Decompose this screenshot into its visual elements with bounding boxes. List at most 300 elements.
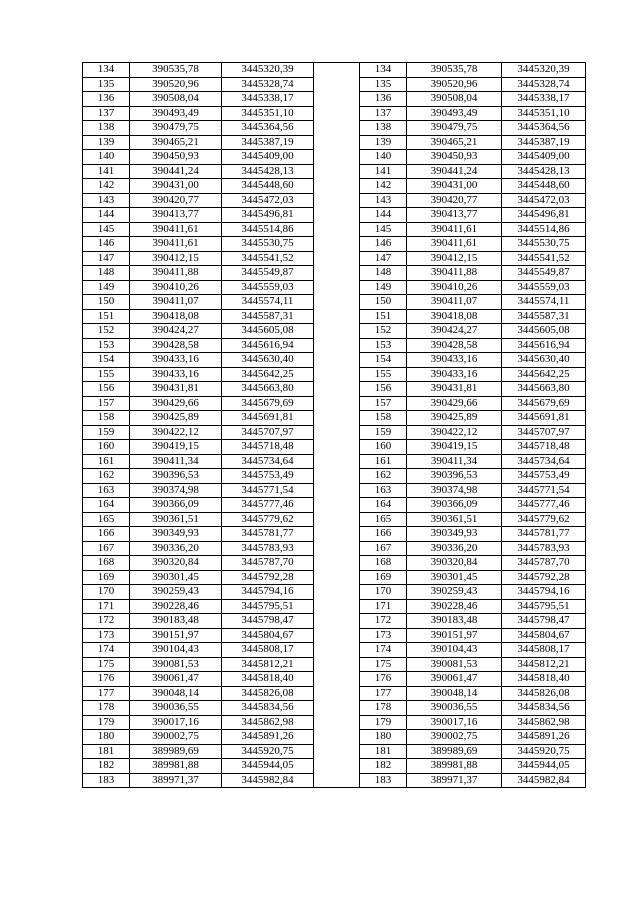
left-point-number-cell: 165: [83, 512, 130, 527]
table-row: [83, 63, 586, 78]
right-x-coordinate-cell: 390411,88: [407, 266, 502, 281]
left-y-coordinate-cell: 3445409,00: [222, 150, 314, 165]
column-gap: [314, 179, 360, 194]
right-point-number-cell: 168: [360, 556, 407, 571]
column-gap: [314, 599, 360, 614]
right-point-number-cell: 153: [360, 338, 407, 353]
left-y-coordinate-cell: 3445338,17: [222, 92, 314, 107]
left-point-number-cell: 175: [83, 657, 130, 672]
column-gap: [314, 150, 360, 165]
right-x-coordinate-cell: 390429,66: [407, 396, 502, 411]
left-point-number-cell: 149: [83, 280, 130, 295]
right-x-coordinate-cell: 390301,45: [407, 570, 502, 585]
table-row: [83, 92, 586, 107]
right-y-coordinate-cell: 3445794,16: [502, 585, 586, 600]
right-point-number-cell: 141: [360, 164, 407, 179]
right-y-coordinate-cell: 3445616,94: [502, 338, 586, 353]
table-row: [83, 527, 586, 542]
column-gap: [314, 556, 360, 571]
left-y-coordinate-cell: 3445351,10: [222, 106, 314, 121]
right-x-coordinate-cell: 390411,61: [407, 222, 502, 237]
left-point-number-cell: 170: [83, 585, 130, 600]
right-x-coordinate-cell: 390422,12: [407, 425, 502, 440]
column-gap: [314, 759, 360, 774]
left-x-coordinate-cell: 390151,97: [130, 628, 222, 643]
table-row: [83, 77, 586, 92]
column-gap: [314, 92, 360, 107]
right-point-number-cell: 166: [360, 527, 407, 542]
right-point-number-cell: 154: [360, 353, 407, 368]
left-point-number-cell: 166: [83, 527, 130, 542]
table-row: [83, 773, 586, 788]
right-point-number-cell: 152: [360, 324, 407, 339]
left-point-number-cell: 172: [83, 614, 130, 629]
right-point-number-cell: 169: [360, 570, 407, 585]
right-x-coordinate-cell: 390431,81: [407, 382, 502, 397]
right-y-coordinate-cell: 3445795,51: [502, 599, 586, 614]
left-point-number-cell: 179: [83, 715, 130, 730]
right-point-number-cell: 149: [360, 280, 407, 295]
left-point-number-cell: 182: [83, 759, 130, 774]
right-x-coordinate-cell: 390520,96: [407, 77, 502, 92]
right-y-coordinate-cell: 3445804,67: [502, 628, 586, 643]
left-y-coordinate-cell: 3445804,67: [222, 628, 314, 643]
left-point-number-cell: 162: [83, 469, 130, 484]
column-gap: [314, 730, 360, 745]
left-x-coordinate-cell: 390017,16: [130, 715, 222, 730]
left-point-number-cell: 163: [83, 483, 130, 498]
right-x-coordinate-cell: 390441,24: [407, 164, 502, 179]
left-x-coordinate-cell: 390301,45: [130, 570, 222, 585]
left-y-coordinate-cell: 3445691,81: [222, 411, 314, 426]
table-row: [83, 324, 586, 339]
table-row: [83, 585, 586, 600]
column-gap: [314, 425, 360, 440]
right-x-coordinate-cell: 390396,53: [407, 469, 502, 484]
left-x-coordinate-cell: 390431,00: [130, 179, 222, 194]
table-row: [83, 121, 586, 136]
left-x-coordinate-cell: 389989,69: [130, 744, 222, 759]
right-point-number-cell: 145: [360, 222, 407, 237]
left-y-coordinate-cell: 3445320,39: [222, 63, 314, 78]
right-point-number-cell: 142: [360, 179, 407, 194]
left-x-coordinate-cell: 390411,34: [130, 454, 222, 469]
right-x-coordinate-cell: 390433,16: [407, 367, 502, 382]
left-point-number-cell: 140: [83, 150, 130, 165]
left-x-coordinate-cell: 390493,49: [130, 106, 222, 121]
right-y-coordinate-cell: 3445679,69: [502, 396, 586, 411]
right-point-number-cell: 178: [360, 701, 407, 716]
table-row: [83, 541, 586, 556]
left-point-number-cell: 154: [83, 353, 130, 368]
right-y-coordinate-cell: 3445351,10: [502, 106, 586, 121]
left-y-coordinate-cell: 3445530,75: [222, 237, 314, 252]
left-y-coordinate-cell: 3445472,03: [222, 193, 314, 208]
right-x-coordinate-cell: 390493,49: [407, 106, 502, 121]
right-y-coordinate-cell: 3445587,31: [502, 309, 586, 324]
right-point-number-cell: 136: [360, 92, 407, 107]
right-y-coordinate-cell: 3445530,75: [502, 237, 586, 252]
left-y-coordinate-cell: 3445514,86: [222, 222, 314, 237]
column-gap: [314, 657, 360, 672]
table-row: [83, 730, 586, 745]
left-y-coordinate-cell: 3445605,08: [222, 324, 314, 339]
column-gap: [314, 353, 360, 368]
left-point-number-cell: 138: [83, 121, 130, 136]
column-gap: [314, 164, 360, 179]
right-point-number-cell: 177: [360, 686, 407, 701]
right-x-coordinate-cell: 390228,46: [407, 599, 502, 614]
right-y-coordinate-cell: 3445642,25: [502, 367, 586, 382]
right-point-number-cell: 140: [360, 150, 407, 165]
left-point-number-cell: 177: [83, 686, 130, 701]
right-y-coordinate-cell: 3445781,77: [502, 527, 586, 542]
right-x-coordinate-cell: 390419,15: [407, 440, 502, 455]
table-row: [83, 469, 586, 484]
right-y-coordinate-cell: 3445818,40: [502, 672, 586, 687]
right-y-coordinate-cell: 3445862,98: [502, 715, 586, 730]
right-x-coordinate-cell: 390361,51: [407, 512, 502, 527]
left-x-coordinate-cell: 390413,77: [130, 208, 222, 223]
table-row: [83, 222, 586, 237]
right-x-coordinate-cell: 390259,43: [407, 585, 502, 600]
left-y-coordinate-cell: 3445812,21: [222, 657, 314, 672]
left-y-coordinate-cell: 3445541,52: [222, 251, 314, 266]
column-gap: [314, 193, 360, 208]
left-point-number-cell: 180: [83, 730, 130, 745]
left-x-coordinate-cell: 390479,75: [130, 121, 222, 136]
right-x-coordinate-cell: 390002,75: [407, 730, 502, 745]
table-row: [83, 556, 586, 571]
right-point-number-cell: 134: [360, 63, 407, 78]
column-gap: [314, 338, 360, 353]
table-row: [83, 744, 586, 759]
left-point-number-cell: 150: [83, 295, 130, 310]
left-point-number-cell: 183: [83, 773, 130, 788]
left-point-number-cell: 181: [83, 744, 130, 759]
right-y-coordinate-cell: 3445472,03: [502, 193, 586, 208]
table-row: [83, 338, 586, 353]
right-y-coordinate-cell: 3445808,17: [502, 643, 586, 658]
right-y-coordinate-cell: 3445559,03: [502, 280, 586, 295]
right-y-coordinate-cell: 3445448,60: [502, 179, 586, 194]
right-y-coordinate-cell: 3445718,48: [502, 440, 586, 455]
right-y-coordinate-cell: 3445605,08: [502, 324, 586, 339]
left-y-coordinate-cell: 3445364,56: [222, 121, 314, 136]
left-point-number-cell: 143: [83, 193, 130, 208]
right-x-coordinate-cell: 390418,08: [407, 309, 502, 324]
table-row: [83, 353, 586, 368]
right-x-coordinate-cell: 390431,00: [407, 179, 502, 194]
left-y-coordinate-cell: 3445771,54: [222, 483, 314, 498]
left-y-coordinate-cell: 3445808,17: [222, 643, 314, 658]
right-x-coordinate-cell: 390433,16: [407, 353, 502, 368]
column-gap: [314, 280, 360, 295]
right-point-number-cell: 135: [360, 77, 407, 92]
left-x-coordinate-cell: 390259,43: [130, 585, 222, 600]
column-gap: [314, 440, 360, 455]
column-gap: [314, 121, 360, 136]
column-gap: [314, 585, 360, 600]
table-row: [83, 208, 586, 223]
column-gap: [314, 382, 360, 397]
right-point-number-cell: 143: [360, 193, 407, 208]
right-x-coordinate-cell: 390081,53: [407, 657, 502, 672]
right-point-number-cell: 167: [360, 541, 407, 556]
right-x-coordinate-cell: 390048,14: [407, 686, 502, 701]
left-point-number-cell: 173: [83, 628, 130, 643]
right-y-coordinate-cell: 3445428,13: [502, 164, 586, 179]
left-y-coordinate-cell: 3445428,13: [222, 164, 314, 179]
left-x-coordinate-cell: 390410,26: [130, 280, 222, 295]
left-point-number-cell: 174: [83, 643, 130, 658]
left-point-number-cell: 152: [83, 324, 130, 339]
column-gap: [314, 77, 360, 92]
right-y-coordinate-cell: 3445787,70: [502, 556, 586, 571]
right-x-coordinate-cell: 390104,43: [407, 643, 502, 658]
left-x-coordinate-cell: 390411,88: [130, 266, 222, 281]
right-y-coordinate-cell: 3445792,28: [502, 570, 586, 585]
left-point-number-cell: 169: [83, 570, 130, 585]
column-gap: [314, 251, 360, 266]
right-x-coordinate-cell: 390411,34: [407, 454, 502, 469]
left-x-coordinate-cell: 390104,43: [130, 643, 222, 658]
column-gap: [314, 454, 360, 469]
right-y-coordinate-cell: 3445753,49: [502, 469, 586, 484]
left-y-coordinate-cell: 3445944,05: [222, 759, 314, 774]
table-row: [83, 295, 586, 310]
left-y-coordinate-cell: 3445328,74: [222, 77, 314, 92]
right-y-coordinate-cell: 3445663,80: [502, 382, 586, 397]
right-y-coordinate-cell: 3445549,87: [502, 266, 586, 281]
left-y-coordinate-cell: 3445549,87: [222, 266, 314, 281]
table-row: [83, 759, 586, 774]
left-point-number-cell: 158: [83, 411, 130, 426]
column-gap: [314, 773, 360, 788]
left-x-coordinate-cell: 390450,93: [130, 150, 222, 165]
right-y-coordinate-cell: 3445496,81: [502, 208, 586, 223]
left-point-number-cell: 139: [83, 135, 130, 150]
right-point-number-cell: 176: [360, 672, 407, 687]
left-y-coordinate-cell: 3445891,26: [222, 730, 314, 745]
column-gap: [314, 222, 360, 237]
right-point-number-cell: 162: [360, 469, 407, 484]
left-point-number-cell: 155: [83, 367, 130, 382]
table-row: [83, 599, 586, 614]
table-row: [83, 483, 586, 498]
left-point-number-cell: 178: [83, 701, 130, 716]
table-row: [83, 614, 586, 629]
left-point-number-cell: 153: [83, 338, 130, 353]
column-gap: [314, 396, 360, 411]
right-y-coordinate-cell: 3445364,56: [502, 121, 586, 136]
right-x-coordinate-cell: 390479,75: [407, 121, 502, 136]
right-x-coordinate-cell: 390508,04: [407, 92, 502, 107]
left-x-coordinate-cell: 390349,93: [130, 527, 222, 542]
right-x-coordinate-cell: 390465,21: [407, 135, 502, 150]
left-x-coordinate-cell: 389971,37: [130, 773, 222, 788]
column-gap: [314, 208, 360, 223]
right-point-number-cell: 156: [360, 382, 407, 397]
left-y-coordinate-cell: 3445630,40: [222, 353, 314, 368]
table-row: [83, 382, 586, 397]
left-x-coordinate-cell: 390422,12: [130, 425, 222, 440]
right-point-number-cell: 160: [360, 440, 407, 455]
left-x-coordinate-cell: 390183,48: [130, 614, 222, 629]
column-gap: [314, 324, 360, 339]
right-x-coordinate-cell: 390151,97: [407, 628, 502, 643]
right-point-number-cell: 138: [360, 121, 407, 136]
right-y-coordinate-cell: 3445982,84: [502, 773, 586, 788]
right-y-coordinate-cell: 3445320,39: [502, 63, 586, 78]
right-y-coordinate-cell: 3445920,75: [502, 744, 586, 759]
right-x-coordinate-cell: 390413,77: [407, 208, 502, 223]
column-gap: [314, 686, 360, 701]
right-point-number-cell: 147: [360, 251, 407, 266]
table-row: [83, 179, 586, 194]
left-point-number-cell: 148: [83, 266, 130, 281]
right-y-coordinate-cell: 3445783,93: [502, 541, 586, 556]
left-y-coordinate-cell: 3445753,49: [222, 469, 314, 484]
right-point-number-cell: 174: [360, 643, 407, 658]
left-x-coordinate-cell: 390411,61: [130, 237, 222, 252]
table-row: [83, 411, 586, 426]
left-point-number-cell: 167: [83, 541, 130, 556]
right-x-coordinate-cell: 390535,78: [407, 63, 502, 78]
left-point-number-cell: 146: [83, 237, 130, 252]
table-row: [83, 150, 586, 165]
left-x-coordinate-cell: 390336,20: [130, 541, 222, 556]
column-gap: [314, 135, 360, 150]
column-gap: [314, 367, 360, 382]
right-y-coordinate-cell: 3445944,05: [502, 759, 586, 774]
left-x-coordinate-cell: 390002,75: [130, 730, 222, 745]
right-x-coordinate-cell: 390450,93: [407, 150, 502, 165]
right-point-number-cell: 144: [360, 208, 407, 223]
left-point-number-cell: 156: [83, 382, 130, 397]
table-row: [83, 106, 586, 121]
coordinate-table: [82, 62, 586, 788]
right-point-number-cell: 172: [360, 614, 407, 629]
left-point-number-cell: 135: [83, 77, 130, 92]
right-y-coordinate-cell: 3445630,40: [502, 353, 586, 368]
left-point-number-cell: 159: [83, 425, 130, 440]
left-x-coordinate-cell: 390433,16: [130, 367, 222, 382]
table-row: [83, 164, 586, 179]
left-x-coordinate-cell: 390419,15: [130, 440, 222, 455]
right-y-coordinate-cell: 3445541,52: [502, 251, 586, 266]
right-point-number-cell: 150: [360, 295, 407, 310]
right-point-number-cell: 182: [360, 759, 407, 774]
right-x-coordinate-cell: 390017,16: [407, 715, 502, 730]
right-x-coordinate-cell: 390428,58: [407, 338, 502, 353]
left-x-coordinate-cell: 390431,81: [130, 382, 222, 397]
column-gap: [314, 672, 360, 687]
right-point-number-cell: 183: [360, 773, 407, 788]
column-gap: [314, 628, 360, 643]
right-x-coordinate-cell: 390061,47: [407, 672, 502, 687]
column-gap: [314, 411, 360, 426]
left-point-number-cell: 151: [83, 309, 130, 324]
right-x-coordinate-cell: 390366,09: [407, 498, 502, 513]
right-y-coordinate-cell: 3445338,17: [502, 92, 586, 107]
left-point-number-cell: 171: [83, 599, 130, 614]
right-x-coordinate-cell: 390425,89: [407, 411, 502, 426]
right-point-number-cell: 165: [360, 512, 407, 527]
left-x-coordinate-cell: 390320,84: [130, 556, 222, 571]
right-x-coordinate-cell: 390374,98: [407, 483, 502, 498]
right-point-number-cell: 155: [360, 367, 407, 382]
left-y-coordinate-cell: 3445781,77: [222, 527, 314, 542]
left-y-coordinate-cell: 3445818,40: [222, 672, 314, 687]
right-y-coordinate-cell: 3445691,81: [502, 411, 586, 426]
table-row: [83, 193, 586, 208]
left-y-coordinate-cell: 3445559,03: [222, 280, 314, 295]
right-x-coordinate-cell: 390424,27: [407, 324, 502, 339]
table-row: [83, 280, 586, 295]
left-x-coordinate-cell: 390048,14: [130, 686, 222, 701]
right-point-number-cell: 139: [360, 135, 407, 150]
table-row: [83, 396, 586, 411]
right-point-number-cell: 157: [360, 396, 407, 411]
column-gap: [314, 715, 360, 730]
left-x-coordinate-cell: 390508,04: [130, 92, 222, 107]
left-y-coordinate-cell: 3445783,93: [222, 541, 314, 556]
right-point-number-cell: 173: [360, 628, 407, 643]
left-point-number-cell: 145: [83, 222, 130, 237]
column-gap: [314, 237, 360, 252]
right-point-number-cell: 151: [360, 309, 407, 324]
left-x-coordinate-cell: 390411,07: [130, 295, 222, 310]
table-row: [83, 309, 586, 324]
left-y-coordinate-cell: 3445587,31: [222, 309, 314, 324]
column-gap: [314, 295, 360, 310]
left-x-coordinate-cell: 390418,08: [130, 309, 222, 324]
left-point-number-cell: 142: [83, 179, 130, 194]
left-x-coordinate-cell: 390535,78: [130, 63, 222, 78]
left-point-number-cell: 137: [83, 106, 130, 121]
table-row: [83, 570, 586, 585]
column-gap: [314, 541, 360, 556]
left-y-coordinate-cell: 3445787,70: [222, 556, 314, 571]
right-x-coordinate-cell: 390412,15: [407, 251, 502, 266]
left-point-number-cell: 141: [83, 164, 130, 179]
right-x-coordinate-cell: 390411,07: [407, 295, 502, 310]
left-x-coordinate-cell: 390441,24: [130, 164, 222, 179]
table-row: [83, 367, 586, 382]
left-x-coordinate-cell: 390366,09: [130, 498, 222, 513]
left-x-coordinate-cell: 390520,96: [130, 77, 222, 92]
left-y-coordinate-cell: 3445834,56: [222, 701, 314, 716]
left-y-coordinate-cell: 3445679,69: [222, 396, 314, 411]
left-y-coordinate-cell: 3445616,94: [222, 338, 314, 353]
right-y-coordinate-cell: 3445328,74: [502, 77, 586, 92]
right-x-coordinate-cell: 390420,77: [407, 193, 502, 208]
right-x-coordinate-cell: 389971,37: [407, 773, 502, 788]
right-point-number-cell: 159: [360, 425, 407, 440]
right-x-coordinate-cell: 389981,88: [407, 759, 502, 774]
left-point-number-cell: 176: [83, 672, 130, 687]
left-x-coordinate-cell: 390361,51: [130, 512, 222, 527]
right-x-coordinate-cell: 390336,20: [407, 541, 502, 556]
table-row: [83, 643, 586, 658]
left-x-coordinate-cell: 390374,98: [130, 483, 222, 498]
left-x-coordinate-cell: 390061,47: [130, 672, 222, 687]
left-y-coordinate-cell: 3445982,84: [222, 773, 314, 788]
column-gap: [314, 701, 360, 716]
column-gap: [314, 483, 360, 498]
column-gap: [314, 498, 360, 513]
